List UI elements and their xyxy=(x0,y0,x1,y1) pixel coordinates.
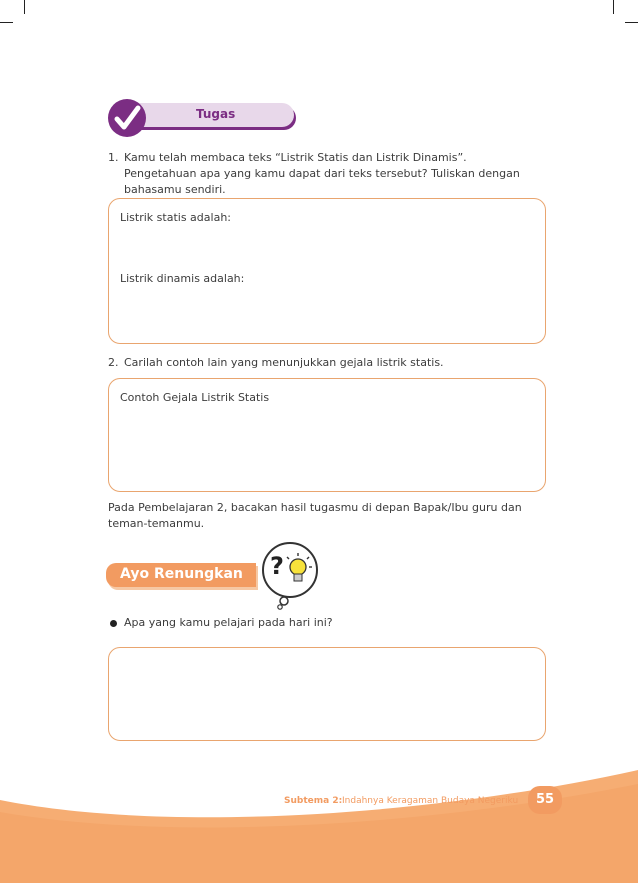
listrik-dinamis-label: Listrik dinamis adalah: xyxy=(120,272,245,285)
crop-mark xyxy=(24,0,25,14)
instruction-line: teman-temanmu. xyxy=(108,517,205,530)
crop-mark xyxy=(613,0,614,14)
thought-bubble-bulb-icon xyxy=(254,538,326,610)
footer-wave xyxy=(0,760,638,883)
crop-mark xyxy=(0,22,13,23)
tugas-label: Tugas xyxy=(196,107,236,121)
question-2-number: 2. xyxy=(108,356,119,369)
question-1-number: 1. xyxy=(108,151,119,164)
listrik-statis-label: Listrik statis adalah: xyxy=(120,211,231,224)
crop-mark xyxy=(625,22,638,23)
question-1-line: Pengetahuan apa yang kamu dapat dari teks tersebut? Tuliskan dengan xyxy=(124,167,520,180)
answer-box-3[interactable] xyxy=(108,647,546,741)
subtema-title: Indahnya Keragaman Budaya Negeriku xyxy=(342,796,519,806)
bullet-icon xyxy=(110,620,117,627)
ayo-renungkan-label: Ayo Renungkan xyxy=(120,566,243,582)
question-mark: ? xyxy=(270,552,284,580)
instruction-line: Pada Pembelajaran 2, bacakan hasil tugasmu di depan Bapak/Ibu guru dan xyxy=(108,501,522,514)
question-2-text: Carilah contoh lain yang menunjukkan gejala listrik statis. xyxy=(124,356,444,369)
question-1-line: Kamu telah membaca teks “Listrik Statis dan Listrik Dinamis”. xyxy=(124,151,467,164)
check-mark-icon xyxy=(108,99,146,137)
tugas-header xyxy=(106,100,296,134)
ayo-renungkan-banner xyxy=(106,563,256,587)
answer-box-2[interactable] xyxy=(108,378,546,492)
subtema-label: Subtema 2: xyxy=(284,796,343,806)
reflection-question: Apa yang kamu pelajari pada hari ini? xyxy=(124,616,333,629)
question-1-line: bahasamu sendiri. xyxy=(124,183,226,196)
answer-box-1[interactable] xyxy=(108,198,546,344)
page-number-badge xyxy=(528,786,562,814)
page-number: 55 xyxy=(535,792,555,807)
contoh-gejala-label: Contoh Gejala Listrik Statis xyxy=(120,391,270,404)
